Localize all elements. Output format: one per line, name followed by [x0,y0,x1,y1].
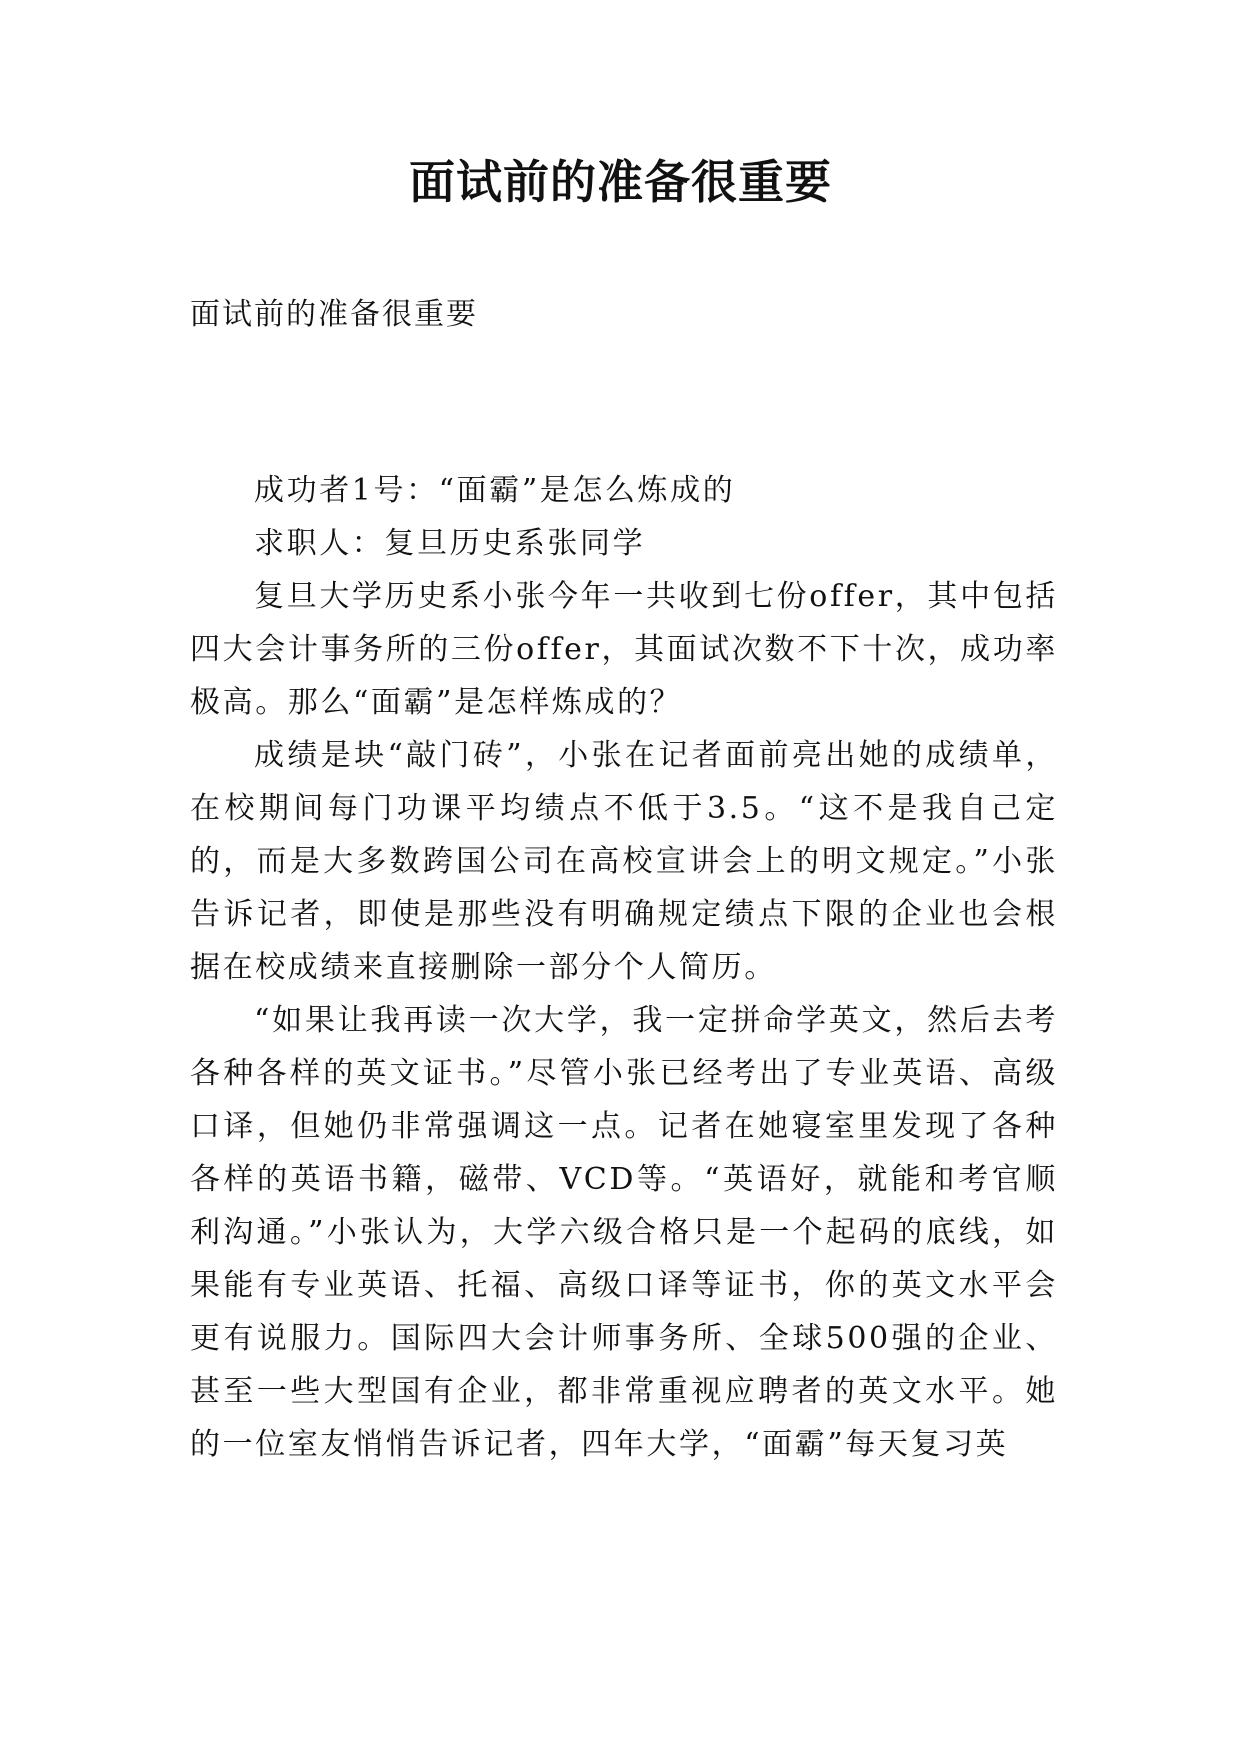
paragraph-heading: 成功者1号：“面霸”是怎么炼成的 [254,473,736,508]
document-body [190,464,1058,1471]
document-title: 面试前的准备很重要 [409,155,832,209]
paragraph: “如果让我再读一次大学，我一定拼命学英文，然后去考各种各样的英文证书。”尽管小张已经考出了专业英语、高级口译，但她仍非常强调这一点。记者在她寝室里发现了各种各样的英语书籍，磁带、VCD等。“英语好，就能和考官顺利沟通。”小张认为，大学六级合格只是一个起码的底线，如果能有专业英语、托福、高级口译等证书，你的英文水平会更有说服力。国际四大会计师事务所、全球500强的企业、甚至一些大型国有企业，都非常重视应聘者的英文水平。她的一位室友悄悄告诉记者，四年大学，“面霸”每天复习英 [190,1003,1058,1462]
paragraph-applicant: 求职人：复旦历史系张同学 [254,526,646,561]
paragraph: 成绩是块“敲门砖”，小张在记者面前亮出她的成绩单，在校期间每门功课平均绩点不低于3.5。“这不是我自己定的，而是大多数跨国公司在高校宣讲会上的明文规定。”小张告诉记者，即使是那些没有明确规定绩点下限的企业也会根据在校成绩来直接删除一部分个人简历。 [190,738,1058,985]
paragraph: 复旦大学历史系小张今年一共收到七份offer，其中包括四大会计事务所的三份offer，其面试次数不下十次，成功率极高。那么“面霸”是怎样炼成的？ [190,579,1058,720]
document-subtitle: 面试前的准备很重要 [190,297,478,332]
